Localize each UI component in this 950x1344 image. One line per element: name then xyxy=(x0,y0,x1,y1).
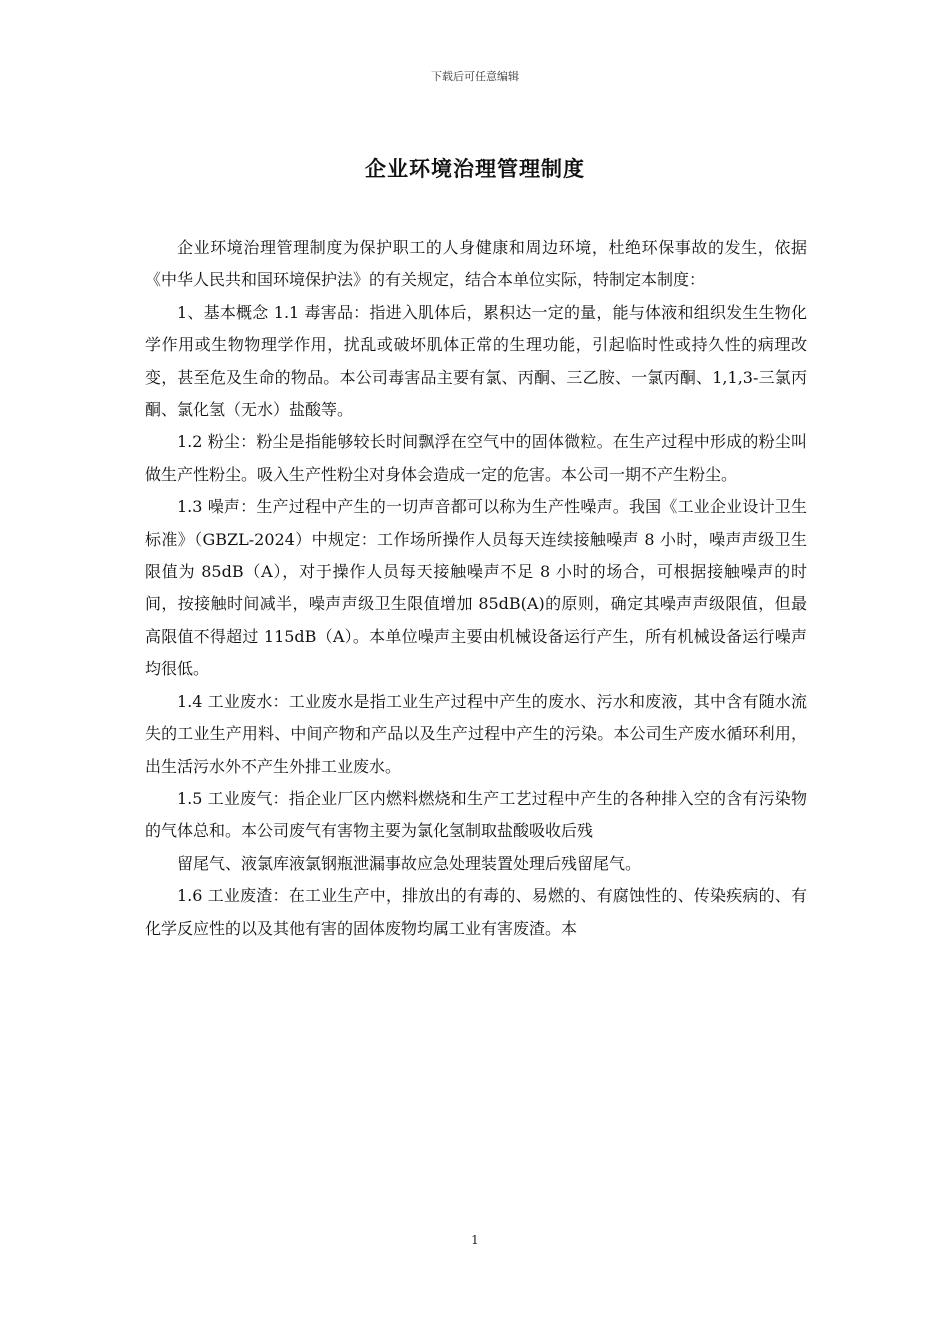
page-number: 1 xyxy=(471,1233,479,1247)
document-body xyxy=(145,232,807,945)
paragraph-1-5-exhaust: 1.5 工业废气：指企业厂区内燃料燃烧和生产工艺过程中产生的各种排入空的含有污染物的气体总和。本公司废气有害物主要为氯化氢制取盐酸吸收后残 xyxy=(145,788,807,841)
document-title: 企业环境治理管理制度 xyxy=(365,157,585,181)
paragraph-1-4-wastewater: 1.4 工业废水：工业废水是指工业生产过程中产生的废水、污水和废液，其中含有随水流失的工业生产用料、中间产物和产品以及生产过程中产生的污染。本公司生产废水循环利用，出生活污水外不产生外排工业废水。 xyxy=(145,691,807,776)
paragraph-1-3-noise: 1.3 噪声：生产过程中产生的一切声音都可以称为生产性噪声。我国《工业企业设计卫生标准》（GBZL-2024）中规定：工作场所操作人员每天连续接触噪声 8 小时，噪声声级卫生限值为 85dB（A），对于操作人员每天接触噪声不足 8 小时的场合，可根据接触噪声的时间，按接触时间减半，噪声声级卫生限值增加 85dB(A)的原则，确定其噪声声级限值，但最高限值不得超过 115dB（A）。本单位噪声主要由机械设备运行产生，所有机械设备运行噪声均很低。 xyxy=(145,497,807,679)
paragraph-1-1-toxic: 1、基本概念 1.1 毒害品：指进入肌体后，累积达一定的量，能与体液和组织发生生物化学作用或生物物理学作用，扰乱或破坏肌体正常的生理功能，引起临时性或持久性的病理改变，甚至危及生命的物品。本公司毒害品主要有氯、丙酮、三乙胺、一氯丙酮、1,1,3-三氯丙酮、氯化氢（无水）盐酸等。 xyxy=(145,302,807,420)
paragraph-1-2-dust: 1.2 粉尘：粉尘是指能够较长时间飘浮在空气中的固体微粒。在生产过程中形成的粉尘叫做生产性粉尘。吸入生产性粉尘对身体会造成一定的危害。本公司一期不产生粉尘。 xyxy=(145,432,807,484)
paragraph-1-5-continued: 留尾气、液氯库液氯钢瓶泄漏事故应急处理装置处理后残留尾气。 xyxy=(177,853,642,873)
paragraph-1-6-waste-residue: 1.6 工业废渣：在工业生产中，排放出的有毒的、易燃的、有腐蚀性的、传染疾病的、有化学反应性的以及其他有害的固体废物均属工业有害废渣。本 xyxy=(145,886,807,938)
header-note: 下载后可任意编辑 xyxy=(431,70,519,83)
paragraph-intro: 企业环境治理管理制度为保护职工的人身健康和周边环境，杜绝环保事故的发生，依据《中华人民共和国环境保护法》的有关规定，结合本单位实际，特制定本制度： xyxy=(145,238,807,290)
